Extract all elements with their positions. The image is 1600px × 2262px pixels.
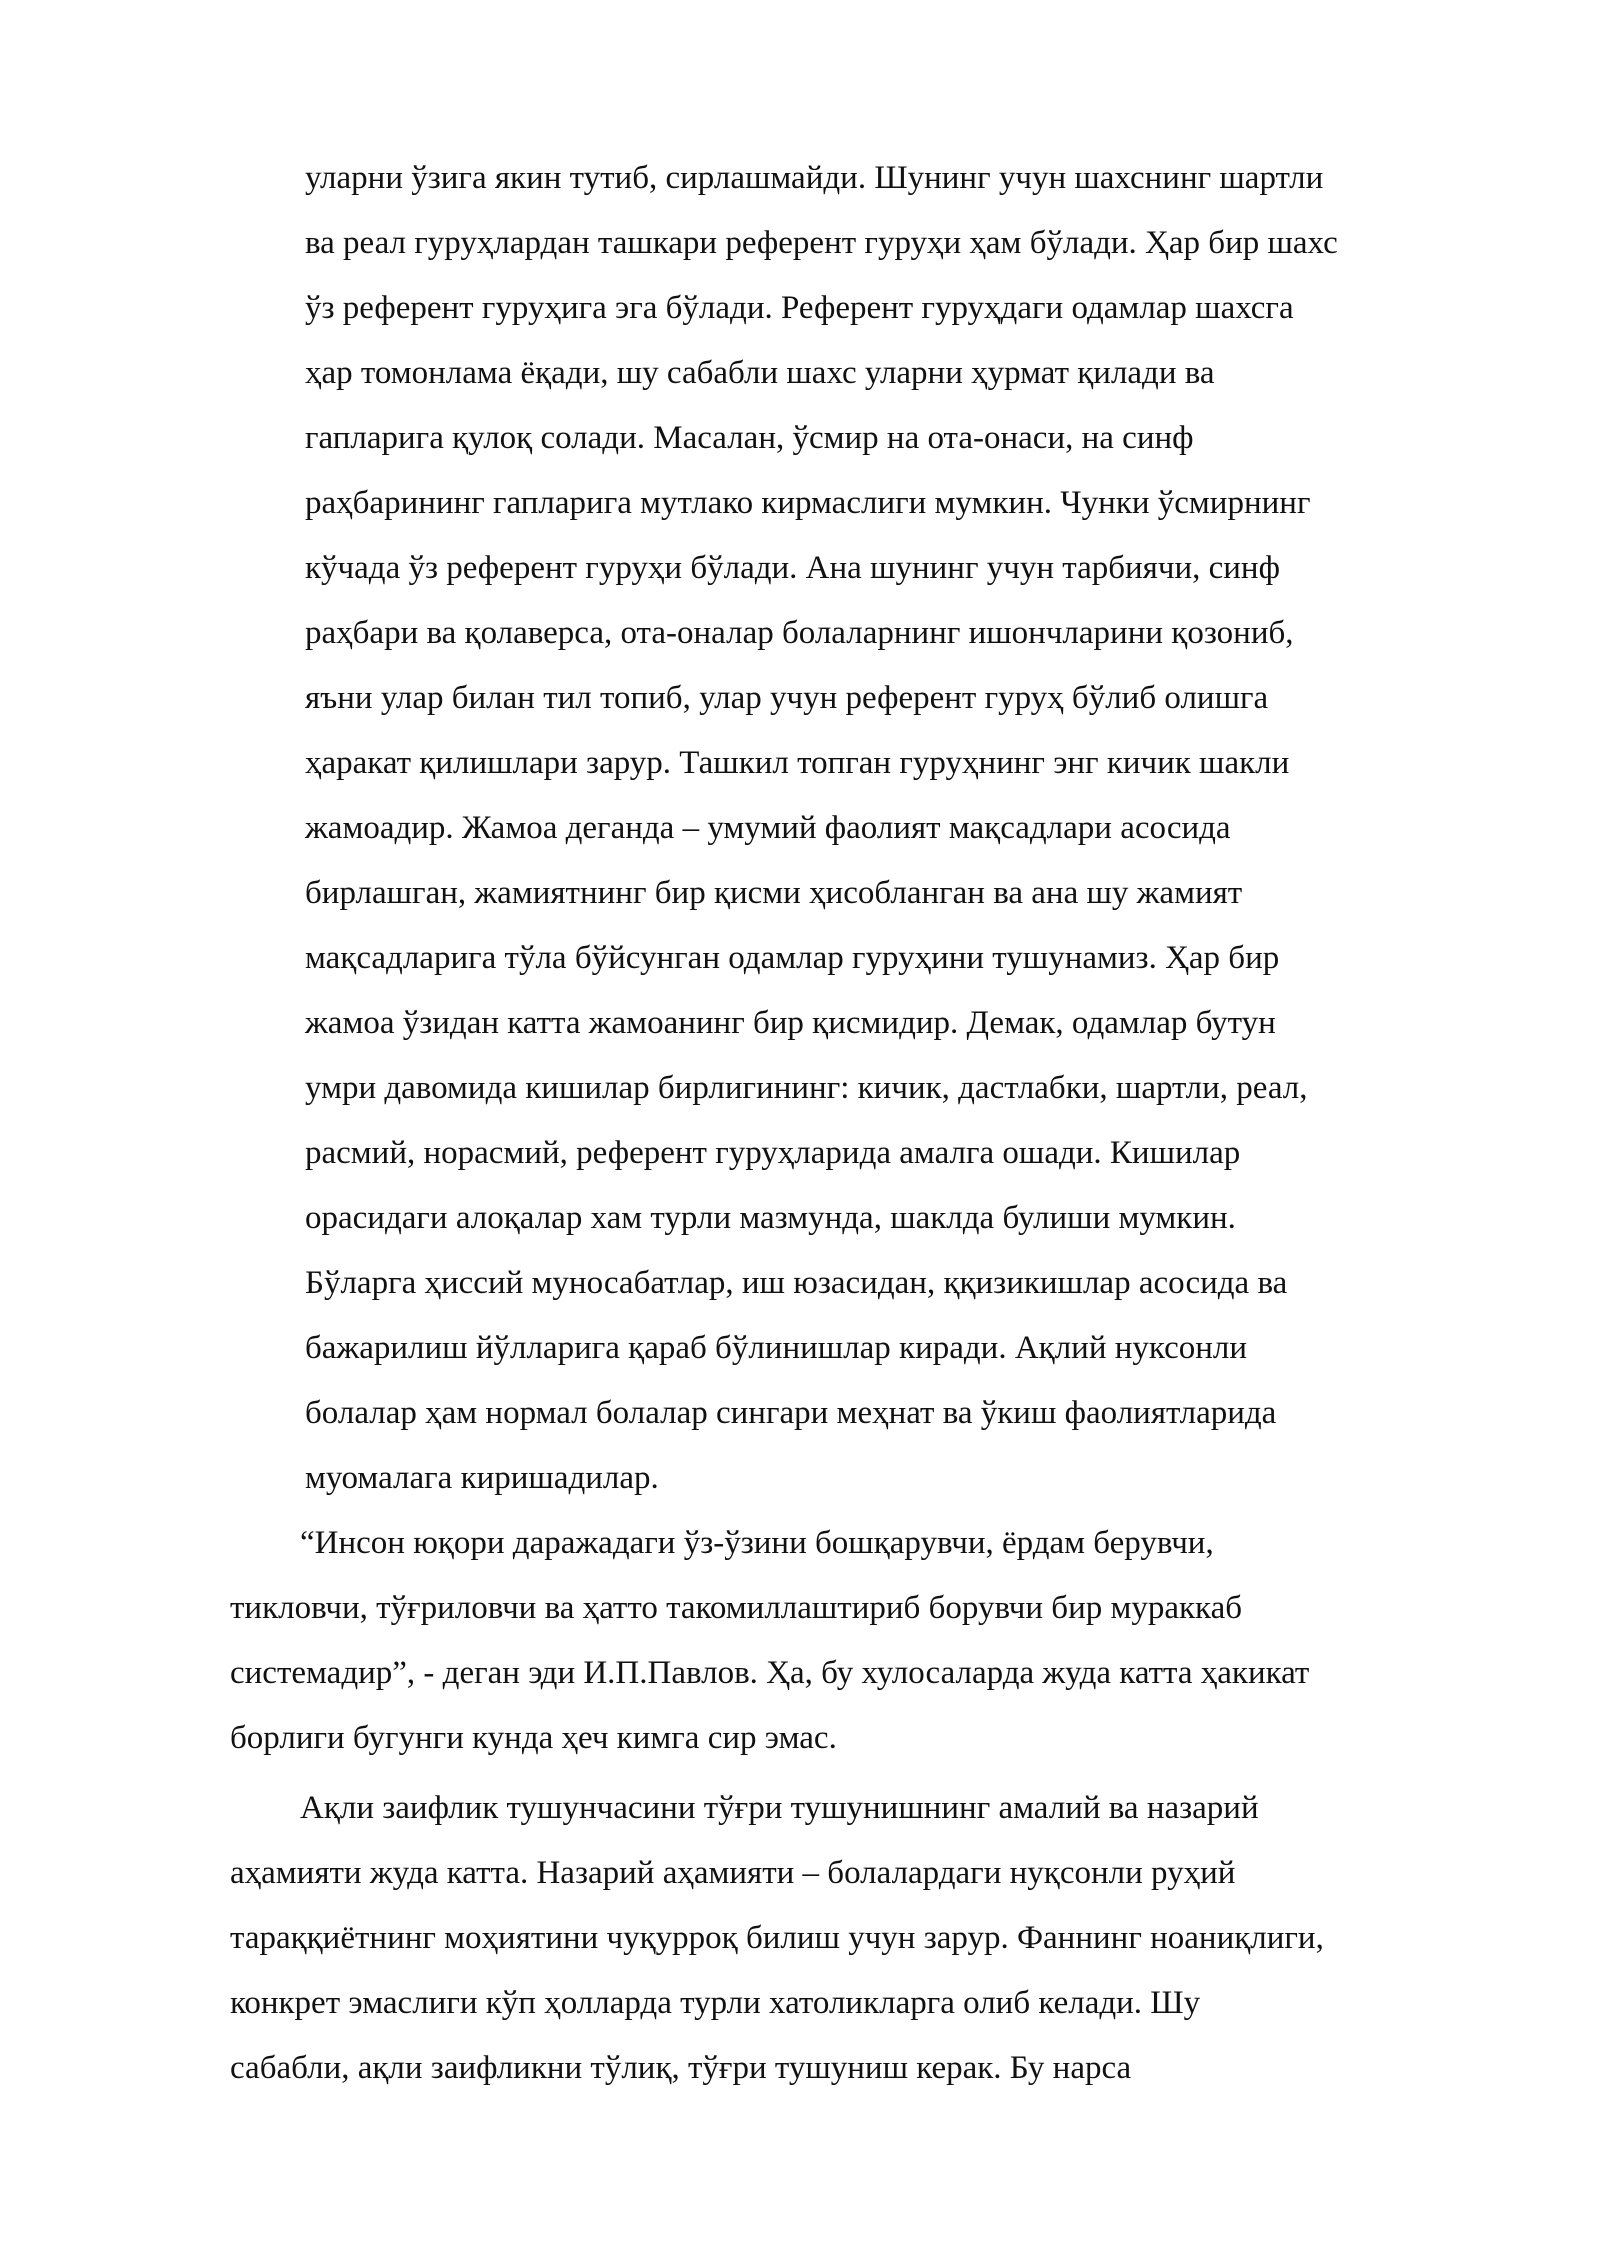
text-line: ўз референт гуруҳига эга бўлади. Референт гуруҳдаги одамлар шахсга <box>305 290 1294 326</box>
text-line: аҳамияти жуда катта. Назарий аҳамияти – болалардаги нуқсонли руҳий <box>230 1855 1236 1891</box>
text-line: болалар ҳам нормал болалар сингари меҳнат ва ўкиш фаолиятларида <box>305 1395 1277 1431</box>
text-line: орасидаги алоқалар хам турли мазмунда, шаклда булиши мумкин. <box>305 1200 1236 1236</box>
text-line: жамоадир. Жамоа деганда – умумий фаолият мақсадлари асосида <box>305 810 1231 846</box>
text-line: уларни ўзига якин тутиб, сирлашмайди. Шунинг учун шахснинг шартли <box>305 160 1324 196</box>
text-line: расмий, норасмий, референт гуруҳларида амалга ошади. Кишилар <box>305 1135 1241 1171</box>
text-line: бажарилиш йўлларига қараб бўлинишлар киради. Ақлий нуксонли <box>305 1330 1248 1366</box>
text-line: кўчада ўз референт гуруҳи бўлади. Ана шунинг учун тарбиячи, синф <box>305 550 1280 586</box>
text-line: раҳбари ва қолаверса, ота-оналар болаларнинг ишончларини қозониб, <box>305 615 1294 651</box>
text-line: ва реал гуруҳлардан ташкари референт гуруҳи ҳам бўлади. Ҳар бир шахс <box>305 225 1338 261</box>
text-line: тараққиётнинг моҳиятини чуқурроқ билиш учун зарур. Фаннинг ноаниқлиги, <box>230 1920 1324 1956</box>
text-line: “Инсон юқори даражадаги ўз-ўзини бошқарувчи, ёрдам берувчи, <box>300 1525 1214 1561</box>
text-line: конкрет эмаслиги кўп ҳолларда турли хатоликларга олиб келади. Шу <box>230 1985 1201 2021</box>
text-line: яъни улар билан тил топиб, улар учун референт гуруҳ бўлиб олишга <box>305 680 1269 716</box>
text-line: умри давомида кишилар бирлигининг: кичик, дастлабки, шартли, реал, <box>305 1070 1308 1106</box>
text-line: жамоа ўзидан катта жамоанинг бир қисмидир. Демак, одамлар бутун <box>305 1005 1276 1041</box>
text-line: бирлашган, жамиятнинг бир қисми ҳисобланган ва ана шу жамият <box>305 875 1243 911</box>
text-line: мақсадларига тўла бўйсунган одамлар гуруҳини тушунамиз. Ҳар бир <box>305 940 1280 976</box>
text-line: гапларига қулоқ солади. Масалан, ўсмир на ота-онаси, на синф <box>305 420 1194 456</box>
text-line: муомалага киришадилар. <box>305 1460 659 1496</box>
text-line: сабабли, ақли заифликни тўлиқ, тўғри тушуниш керак. Бу нарса <box>230 2050 1132 2086</box>
text-line: борлиги бугунги кунда ҳеч кимга сир эмас. <box>230 1720 837 1756</box>
text-line: ҳар томонлама ёқади, шу сабабли шахс уларни ҳурмат қилади ва <box>305 355 1215 391</box>
text-line: системадир”, - деган эди И.П.Павлов. Ҳа, бу хулосаларда жуда катта ҳакикат <box>230 1655 1310 1691</box>
text-line: раҳбарининг гапларига мутлако кирмаслиги мумкин. Чунки ўсмирнинг <box>305 485 1311 521</box>
text-line: Бўларга ҳиссий муносабатлар, иш юзасидан, ққизикишлар асосида ва <box>305 1265 1288 1301</box>
text-line: ҳаракат қилишлари зарур. Ташкил топган гуруҳнинг энг кичик шакли <box>305 745 1290 781</box>
text-line: Ақли заифлик тушунчасини тўғри тушунишнинг амалий ва назарий <box>300 1790 1259 1826</box>
text-line: тикловчи, тўғриловчи ва ҳатто такомиллаштириб борувчи бир мураккаб <box>230 1590 1243 1626</box>
